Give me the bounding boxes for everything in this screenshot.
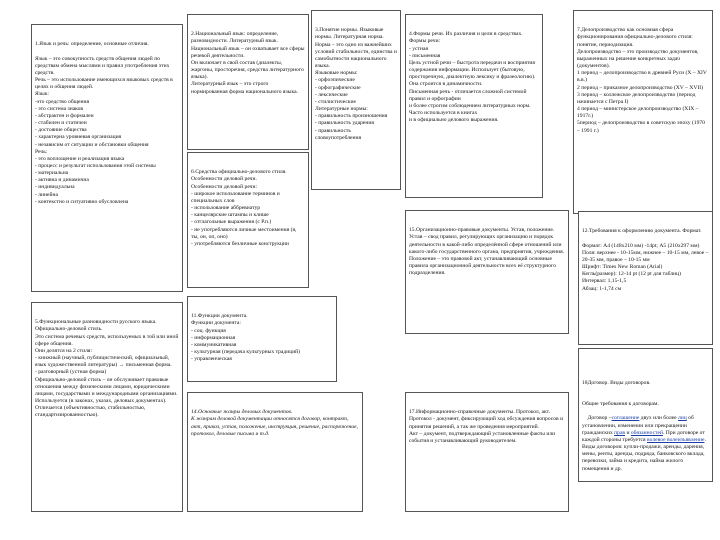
text-line: Отличается (объективностью, стабильностью, стандартизированностью).: [35, 405, 147, 419]
link-persons[interactable]: лиц: [677, 415, 687, 422]
text-line: и в официально делового выражения.: [409, 117, 499, 124]
text-line: - управленческая: [191, 356, 232, 363]
text-line: Они делятся на 2 стиля:: [35, 347, 92, 354]
card-18-subtitle: Общие требования к договорам.: [582, 401, 659, 408]
text-line: - индивидуальна: [35, 184, 75, 191]
text-line: Устав – свод правил, регулирующих организацию и порядок деятельности в какой-либо определённой сфере отношений или какого-либо государственного органа, предприятия, учреждения.: [409, 234, 565, 255]
text-line: - процесс и результат использования этой системы: [35, 162, 156, 169]
text-line: Литературный язык – это строго нормированная форма национального языка.: [191, 81, 298, 95]
card-14-text: [191, 409, 359, 438]
text-line: 3 период – коллежское делопроизводство (период начинается с Петра I): [577, 91, 697, 105]
text-line: - письменная: [409, 52, 441, 59]
text-line: Это система речевых средств, используемых в той или иной сфере общения.: [35, 333, 180, 347]
card-14-document-genres: [187, 392, 363, 512]
text-line: Речь:: [35, 148, 48, 155]
text-line: - коммуникативная: [191, 341, 237, 348]
card-5-text: [35, 319, 179, 419]
text-line: 6.Средства официально-делового стиля. Особенности деловой речи.: [191, 169, 289, 183]
link-rights[interactable]: прав: [614, 429, 626, 436]
card-18-text: [582, 365, 709, 480]
text-line: - употребляются безличные конструкции: [191, 240, 289, 247]
text-line: К жанрам деловой документации относятся договор, контракт, акт, приказ, устав, положение, инструкция, решение, распоряжение, протокол, деловые письма и т.д.: [191, 416, 360, 437]
card-11-document-functions: [187, 296, 337, 382]
text-line: Шрифт: Times New Roman (Arial): [582, 264, 663, 271]
text-line: Кегль(размер): 12-14 pt (12 pt для таблиц): [582, 271, 682, 278]
card-2-national-language: [187, 14, 309, 150]
card-15-text: [409, 227, 565, 277]
text-line: - культурная (передача культурных традиций): [191, 349, 301, 356]
card-4-forms-of-speech: [405, 14, 543, 198]
text-line: Официально-деловой стиль – он обслуживает правовые отношения между физическими лицами, юридическими лицами, государствами и международными организациями.: [35, 376, 178, 397]
text-line: -это средство общения: [35, 98, 90, 105]
text-line: - соц. функция: [191, 327, 226, 334]
text-line: Норма – это одно из важнейших условий стабильности, единства и самобытности национального языка.: [315, 41, 399, 70]
text-line: 5.Функциональные разновидности русского языка. Официально-деловой стиль.: [35, 319, 158, 333]
card-2-text: [191, 31, 305, 95]
text-line: Язык – это совокупность средств общения людей по средствам обмена мыслями и правил употребления этих средств.: [35, 55, 171, 76]
text-line: Интервал: 1,15-1,5: [582, 278, 627, 285]
text-line: - канцелярские штампы и клише: [191, 212, 269, 219]
text-line: - это система знаков: [35, 105, 84, 112]
text-line: - абстрактен и формален: [35, 112, 94, 119]
text-line: 7.Делопроизводство как основная сфера функционирования официально-делового стиля: понятие, периодизация.: [577, 27, 695, 48]
text-line: Акт – документ, подтверждающий установленные факты или события и устанавливающий руководителем.: [409, 430, 557, 444]
text-line: Цель устной речи – быстрота передачи и восприятия содержания информации. Использует (бытовую, просторечную, диалектную лексику и фразеологию). Она строится в динамичности.: [409, 59, 537, 88]
card-7-text: [577, 27, 709, 134]
text-line: 2 период – приказное делопроизводство (XV – XVII): [577, 84, 704, 91]
text-line: Протокол - документ, фиксирующий ход обсуждения вопросов и принятия решений, а так же проведения мероприятий.: [409, 416, 565, 430]
text-line: [35, 48, 179, 55]
link-obligations[interactable]: обязанностей: [630, 429, 663, 436]
link-will-expression[interactable]: волевое волеизъявление: [647, 436, 705, 443]
text-line: - орфоэпические: [315, 77, 355, 84]
text-line: Формат: А4 (148х210 мм) -14pt; А5 (210х297 мм): [582, 242, 700, 249]
card-12-formatting-requirements: [578, 211, 713, 345]
text-line: - это воплощение и реализация языка: [35, 155, 125, 162]
text-line: - стилистические: [315, 98, 357, 105]
card-1-text: [35, 41, 179, 206]
card-18-title: 18Договор. Виды договоров.: [582, 379, 651, 386]
text-line: - правильность словоупотребления: [315, 127, 362, 141]
text-line: Письменная речь - отличается сложной системой правил и орфографии: [409, 88, 528, 102]
text-line: - характерна уровневая организация: [35, 134, 122, 141]
text-line: [582, 235, 709, 242]
card-17-information-documents: [405, 392, 569, 512]
text-line: - достояние общества: [35, 127, 87, 134]
text-line: Функции документа:: [191, 320, 241, 327]
text-line: - линейна: [35, 191, 58, 198]
card-12-text: [582, 228, 709, 292]
card-4-text: [409, 31, 539, 124]
card-6-official-style-means: [187, 152, 309, 288]
text-line: - контекстно и ситуативно обусловлена: [35, 198, 129, 205]
text-line: 11.Функции документа.: [191, 313, 248, 320]
card-18-body: Договор –соглашение двух или более лиц об установлении, изменении или прекращении гражданских прав и обязанностей. При договоре от каждой стороны требуется волевое волеизъявление. Виды договоров: купли-продажи, аренды, дарения, мены, ренты, аренды, подряда, банковского вклада, перевозки, займа и кредита, найма жилого помещения и др.: [582, 415, 708, 472]
text-line: - правильность ударения: [315, 120, 374, 127]
text-line: 2.Национальный язык: определение, разновидности. Литературный язык.: [191, 31, 280, 45]
text-line: - широкое использование терминов и специальных слов: [191, 190, 282, 204]
text-line: - информационная: [191, 334, 236, 341]
text-line: 4.Формы речи. Их различия и цели в средствах.: [409, 31, 523, 38]
text-line: 5период – делопроизводство в советскую эпоху (1970 – 1991 г.): [577, 120, 707, 134]
card-3-text: [315, 27, 397, 142]
text-line: - не употребляются личные местоимения (я, ты, он, оп, оно): [191, 226, 298, 240]
text-line: - отглагольные выражения (с Р.п.): [191, 219, 272, 226]
text-line: 4 период – министерское делопроизводство (XIX – 1917г.): [577, 106, 700, 120]
text-line: - разговорный (устная форма): [35, 369, 107, 376]
text-line: 17.Информационно-справочные документы. Протокол, акт.: [409, 409, 551, 416]
text-line: 15.Организационно-правовые документы. Устав, положение.: [409, 227, 555, 234]
card-17-text: [409, 409, 565, 445]
text-line: Используется (в законах, указах, деловых документах).: [35, 398, 167, 405]
text-line: - стабилен и статичен: [35, 120, 87, 127]
text-line: Делопроизводство – это производство документов, выраженных на решение конкретных задач (документов).: [577, 48, 700, 70]
card-7-record-keeping: [573, 10, 713, 214]
text-line: - книжный (научный, публицистический, официальный, язык художественной литературы) → письменная форма.: [35, 355, 172, 369]
text-line: - независим от ситуации и обстановки общения: [35, 141, 149, 148]
text-line: - использование аббревиатур: [191, 205, 261, 212]
text-line: 14.Основные жанры деловых документов.: [191, 409, 293, 416]
text-line: - лексические: [315, 91, 348, 98]
text-line: Абзац: 1-1,74 см: [582, 285, 622, 292]
text-line: Речь – это использование имеющихся языковых средств в целях и общения людей.: [35, 77, 175, 91]
text-line: 12.Требования к оформлению документа. Формат.: [582, 228, 702, 235]
text-line: Язык:: [35, 91, 49, 98]
text-line: Особенности деловой речи:: [191, 183, 258, 190]
text-line: 1 период – делопроизводство в древней Руси (X – XIV в.в.): [577, 70, 709, 84]
text-line: Поля: верхнее - 10-15мм, нижнее – 10-15 мм, левое – 20-35 мм, правое – 10-15 мм: [582, 249, 710, 263]
text-line: Национальный язык – он охватывает все сферы речевой деятельности.: [191, 45, 306, 59]
text-line: 1.Язык и речь: определение, основные отличия.: [35, 41, 149, 48]
card-15-organizational-documents: [405, 210, 569, 334]
text-line: - устная: [409, 45, 429, 52]
text-line: - орфографические: [315, 84, 361, 91]
text-line: и более строгим соблюдением литературных норм. Часто используется в книгах: [409, 102, 532, 117]
card-18-contracts: [578, 348, 713, 482]
text-line: - активна и динамична: [35, 177, 89, 184]
text-line: 3.Понятие нормы. Языковые нормы. Литературная норма.: [315, 27, 385, 41]
card-5-functional-varieties: [31, 302, 183, 512]
text-line: - материальна: [35, 170, 69, 177]
card-11-text: [191, 313, 333, 363]
text-line: - правильность произношения: [315, 113, 388, 120]
card-6-text: [191, 169, 305, 248]
card-3-norms: [311, 10, 401, 190]
text-line: Литературные нормы:: [315, 106, 368, 113]
text-line: Формы речи:: [409, 38, 441, 45]
text-line: Языковые нормы:: [315, 70, 358, 77]
text-line: Он включает в свой состав (диалекты, жаргоны, просторечия, средства литературного языка).: [191, 59, 306, 81]
link-agreement[interactable]: соглашение: [611, 415, 640, 422]
text-line: Положение – это правовой акт, устанавливающий основные правила организационной деятельности всех её структурного подразделения.: [409, 255, 558, 277]
card-1-language-and-speech: [31, 24, 183, 292]
